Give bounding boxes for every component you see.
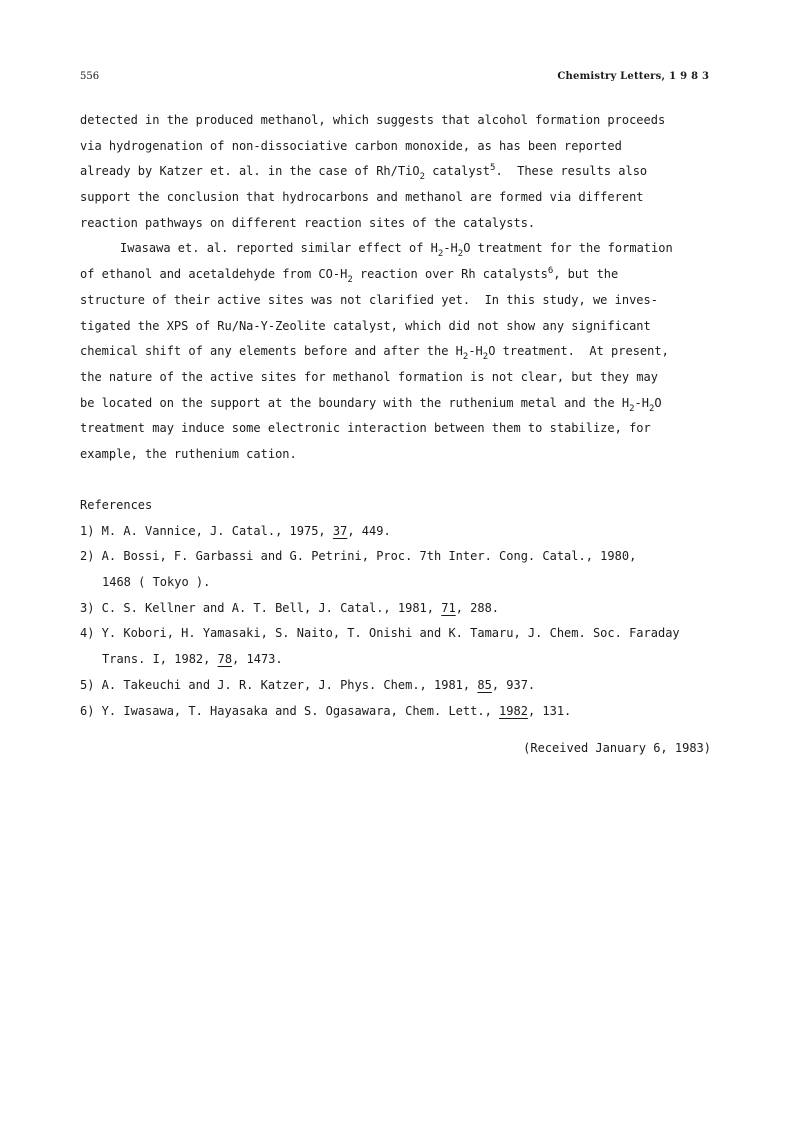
reference-item: 4) Y. Kobori, H. Yamasaki, S. Naito, T. Onishi and K. Tamaru, J. Chem. Soc. Faraday: [80, 626, 680, 641]
reference-continuation: 1468 ( Tokyo ).: [102, 575, 211, 590]
paragraph-line: [80, 159, 716, 185]
paragraph-line: [80, 236, 716, 262]
text-run: , 288.: [455, 600, 500, 615]
references-section: [80, 493, 730, 724]
paragraph-line: the nature of the active sites for methanol formation is not clear, but they may: [80, 369, 658, 384]
paragraph-line: reaction pathways on different reaction sites of the catalysts.: [80, 215, 536, 230]
text-run: O treatment for the formation: [463, 241, 673, 256]
subscript: 2: [648, 403, 655, 414]
text-run: Trans. I, 1982,: [102, 652, 218, 667]
paragraph-line: structure of their active sites was not clarified yet. In this study, we inves-: [80, 292, 658, 307]
journal-name: Chemistry Letters,: [557, 71, 666, 82]
text-run: Iwasawa et. al. reported similar effect of H: [120, 241, 438, 256]
text-run: 6) Y. Iwasawa, T. Hayasaka and S. Ogasawara, Chem. Lett.,: [80, 703, 500, 718]
text-run: , 937.: [491, 677, 536, 692]
reference-item: [80, 596, 730, 622]
text-run: -H: [443, 241, 458, 256]
paragraph-line: tigated the XPS of Ru/Na-Y-Zeolite catalyst, which did not show any significant: [80, 318, 651, 333]
received-date: (Received January 6, 1983): [523, 741, 711, 755]
text-run: . These results also: [495, 164, 648, 179]
paragraph-line: [80, 391, 716, 417]
paragraph-line: [80, 262, 716, 288]
text-run: chemical shift of any elements before and after the H: [80, 344, 463, 359]
citation-superscript: 5: [490, 163, 496, 174]
reference-item: [80, 519, 730, 545]
paragraph-line: example, the ruthenium cation.: [80, 446, 297, 461]
text-run: , 1473.: [232, 652, 283, 667]
volume-number: 71: [441, 600, 456, 615]
text-run: , but the: [553, 267, 619, 282]
paragraph-line: [80, 339, 716, 365]
volume-number: 78: [217, 652, 233, 667]
subscript: 2: [457, 249, 464, 260]
subscript: 2: [482, 352, 489, 363]
paragraph-line: via hydrogenation of non-dissociative carbon monoxide, as has been reported: [80, 138, 622, 153]
text-run: , 131.: [527, 703, 572, 718]
paragraph-line: detected in the produced methanol, which suggests that alcohol formation proceeds: [80, 113, 666, 127]
text-run: 1) M. A. Vannice, J. Catal., 1975,: [80, 523, 333, 538]
subscript: 2: [629, 403, 635, 414]
text-run: reaction over Rh catalysts: [352, 267, 548, 282]
paragraph-line: support the conclusion that hydrocarbons and methanol are formed via different: [80, 190, 644, 205]
body-text: [80, 108, 716, 468]
text-run: O: [654, 395, 662, 410]
text-run: O treatment. At present,: [488, 344, 669, 359]
text-run: , 449.: [347, 523, 391, 538]
text-run: be located on the support at the boundary with the ruthenium metal and the H: [80, 395, 630, 410]
volume-number: 1982: [499, 703, 528, 718]
subscript: 2: [462, 352, 469, 363]
text-run: of ethanol and acetaldehyde from CO-H: [80, 267, 348, 282]
subscript: 2: [437, 249, 444, 260]
text-run: -H: [468, 344, 483, 359]
reference-item: [80, 673, 730, 699]
volume-number: 85: [477, 677, 492, 692]
subscript: 2: [347, 275, 353, 286]
reference-item: 2) A. Bossi, F. Garbassi and G. Petrini, Proc. 7th Inter. Cong. Catal., 1980,: [80, 549, 637, 564]
text-run: catalyst: [424, 164, 491, 179]
text-run: 5) A. Takeuchi and J. R. Katzer, J. Phys. Chem., 1981,: [80, 677, 478, 692]
references-heading: References: [80, 498, 153, 512]
citation-superscript: 6: [547, 266, 554, 277]
subscript: 2: [419, 172, 425, 183]
reference-continuation: [80, 647, 730, 673]
running-head: [557, 71, 713, 82]
reference-item: [80, 699, 730, 725]
journal-year: 1983: [669, 71, 713, 82]
text-run: already by Katzer et. al. in the case of Rh/TiO: [80, 164, 420, 179]
text-run: -H: [634, 395, 649, 410]
text-run: 3) C. S. Kellner and A. T. Bell, J. Catal., 1981,: [80, 600, 442, 615]
paragraph-line: treatment may induce some electronic interaction between them to stabilize, for: [80, 421, 651, 436]
volume-number: 37: [332, 523, 348, 538]
page-number: 556: [80, 71, 100, 82]
